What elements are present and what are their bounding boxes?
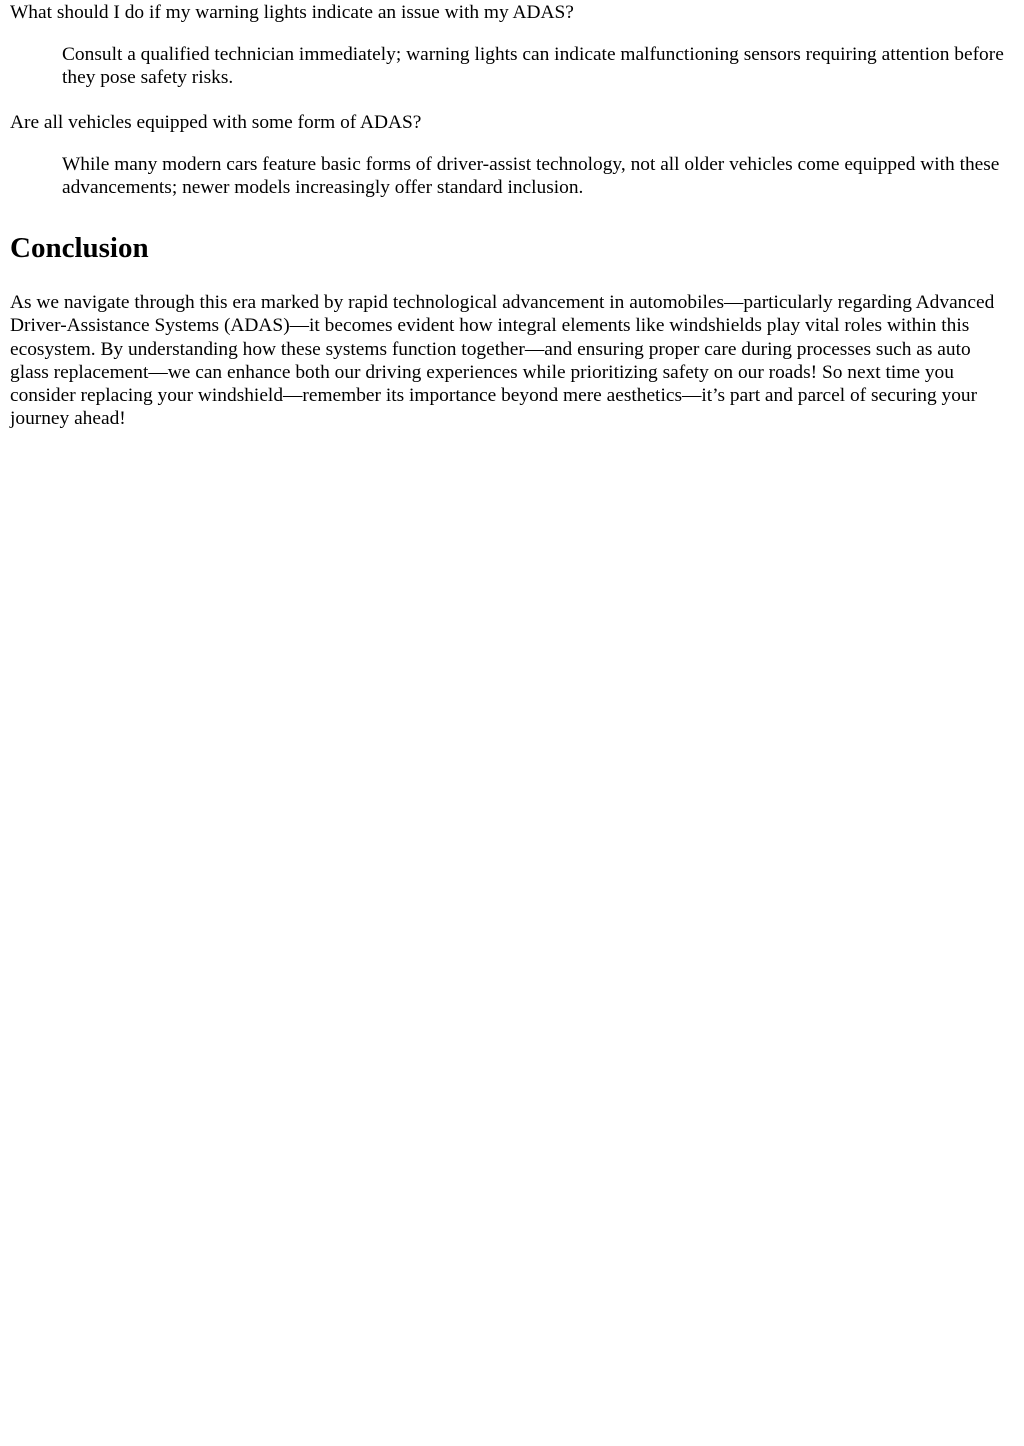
faq-list bbox=[10, 0, 1014, 199]
faq-question: What should I do if my warning lights indicate an issue with my ADAS? bbox=[10, 2, 574, 23]
faq-answer: While many modern cars feature basic forms of driver-assist technology, not all older vehicles come equipped with these advancements; newer models increasingly offer standard inclusion. bbox=[62, 153, 1000, 199]
faq-answer: Consult a qualified technician immediately; warning lights can indicate malfunctioning sensors requiring attention before they pose safety risks. bbox=[62, 44, 1004, 89]
faq-question: Are all vehicles equipped with some form of ADAS? bbox=[10, 111, 422, 133]
article-content bbox=[0, 0, 1024, 430]
conclusion-paragraph: As we navigate through this era marked by rapid technological advancement in automobiles—particularly regarding Advanced Driver-Assistance Systems (ADAS)—it becomes evident how integral elements like windshields play vital roles within this ecosystem. By understanding how these systems function together—and ensuring proper care during processes such as auto glass replacement—we can enhance both our driving experiences while prioritizing safety on our roads! So next time you consider replacing your windshield—remember its importance beyond mere aesthetics—it’s part and parcel of securing your journey ahead! bbox=[10, 292, 995, 430]
conclusion-heading: Conclusion bbox=[10, 232, 149, 265]
